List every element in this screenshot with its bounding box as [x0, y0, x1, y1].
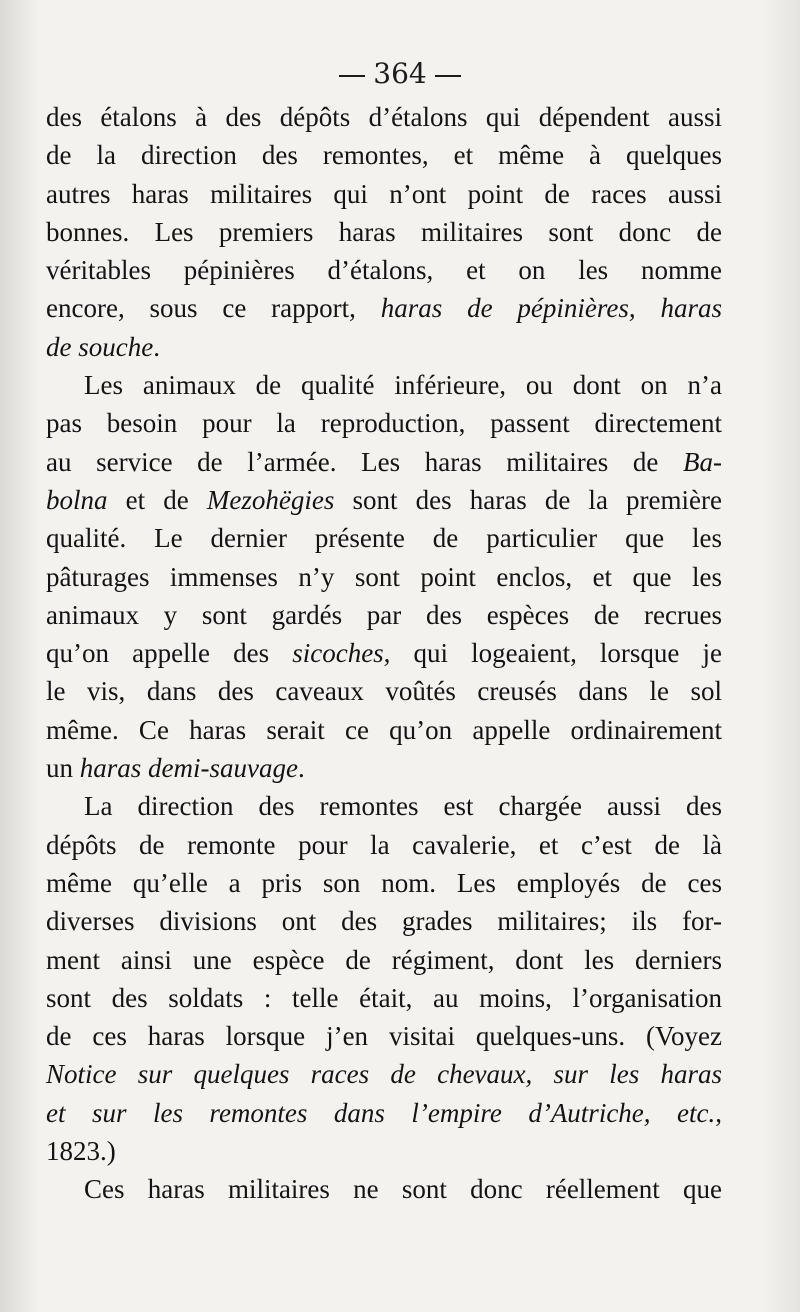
text-line: [46, 1017, 722, 1055]
text-line: [46, 213, 722, 251]
text-segment: qualité. Le dernier présente de particulier que les: [46, 523, 722, 554]
text-line: [46, 558, 722, 596]
text-line: [46, 596, 722, 634]
text-line: [46, 175, 722, 213]
italic-text: haras de pépinières, haras: [380, 293, 722, 324]
text-segment: autres haras militaires qui n’ont point de races aussi: [46, 178, 722, 209]
text-segment: même qu’elle a pris son nom. Les employés de ces: [46, 867, 722, 898]
text-segment: .: [153, 331, 160, 362]
text-line: [46, 481, 722, 519]
text-segment: de ces haras lorsque j’en visitai quelques-uns. (Voyez: [46, 1021, 722, 1052]
left-dash: [339, 75, 365, 77]
italic-text: Ba-: [683, 446, 722, 477]
text-segment: véritables pépinières d’étalons, et on les nomme: [46, 255, 722, 286]
text-segment: .: [297, 753, 305, 784]
text-line: [46, 979, 722, 1017]
text-segment: ment ainsi une espèce de régiment, dont les derniers: [46, 944, 722, 975]
page-number: 364: [373, 57, 427, 90]
text-segment: Les animaux de qualité inférieure, ou dont on n’a: [84, 370, 722, 401]
text-segment: Ces haras militaires ne sont donc réellement que: [84, 1174, 722, 1205]
text-line: [46, 328, 722, 366]
text-line: [46, 711, 722, 749]
text-line: [46, 366, 722, 404]
text-segment: des étalons à des dépôts d’étalons qui dépendent aussi: [46, 102, 722, 132]
text-segment: sont des haras de la première: [334, 484, 722, 515]
text-segment: et de: [107, 484, 207, 515]
text-line: [46, 404, 722, 442]
italic-text: Mezohëgies: [206, 484, 335, 515]
text-segment: diverses divisions ont des grades militaires; ils for-: [46, 906, 722, 937]
text-segment: 1823.): [46, 1136, 116, 1167]
text-segment: même. Ce haras serait ce qu’on appelle ordinairement: [46, 714, 722, 745]
italic-text: de souche: [46, 331, 154, 362]
text-segment: ,: [715, 1097, 722, 1128]
text-line: [46, 672, 722, 710]
text-segment: un: [46, 753, 80, 784]
text-segment: le vis, dans des caveaux voûtés creusés dans le sol: [46, 676, 722, 707]
text-line: [46, 941, 722, 979]
text-line: [46, 136, 722, 174]
text-line: [46, 749, 722, 787]
right-dash: [435, 75, 461, 77]
text-line: [46, 251, 722, 289]
text-line: [46, 1132, 722, 1170]
text-line: [46, 98, 722, 136]
text-segment: encore, sous ce rapport,: [46, 293, 381, 324]
text-line: [46, 289, 722, 327]
text-line: [46, 902, 722, 940]
italic-text: haras demi-sauvage: [79, 753, 298, 784]
page-number-header: [0, 56, 800, 92]
text-segment: qui logeaient, lorsque je: [390, 638, 722, 669]
text-line: [46, 1170, 722, 1208]
text-segment: La direction des remontes est chargée aussi des: [84, 791, 722, 822]
text-segment: de la direction des remontes, et même à quelques: [46, 140, 722, 171]
text-segment: qu’on appelle des: [46, 638, 293, 669]
text-segment: bonnes. Les premiers haras militaires sont donc de: [46, 216, 722, 247]
italic-text: sicoches,: [292, 638, 391, 669]
body-text: [46, 98, 722, 1209]
text-segment: sont des soldats : telle était, au moins, l’organisation: [46, 982, 722, 1013]
text-line: [46, 864, 722, 902]
text-segment: dépôts de remonte pour la cavalerie, et c’est de là: [46, 829, 722, 860]
italic-text: et sur les remontes dans l’empire d’Autriche, etc.: [46, 1097, 716, 1128]
text-segment: au service de l’armée. Les haras militaires de: [46, 446, 684, 477]
text-segment: pas besoin pour la reproduction, passent directement: [46, 408, 722, 439]
text-segment: pâturages immenses n’y sont point enclos, et que les: [46, 561, 722, 592]
italic-text: bolna: [46, 484, 108, 515]
text-line: [46, 787, 722, 825]
text-segment: animaux y sont gardés par des espèces de recrues: [46, 599, 722, 630]
text-line: [46, 443, 722, 481]
text-line: [46, 1094, 722, 1132]
italic-text: Notice sur quelques races de chevaux, sur les haras: [46, 1059, 722, 1090]
text-line: [46, 519, 722, 557]
text-line: [46, 1055, 722, 1093]
text-line: [46, 634, 722, 672]
text-line: [46, 826, 722, 864]
